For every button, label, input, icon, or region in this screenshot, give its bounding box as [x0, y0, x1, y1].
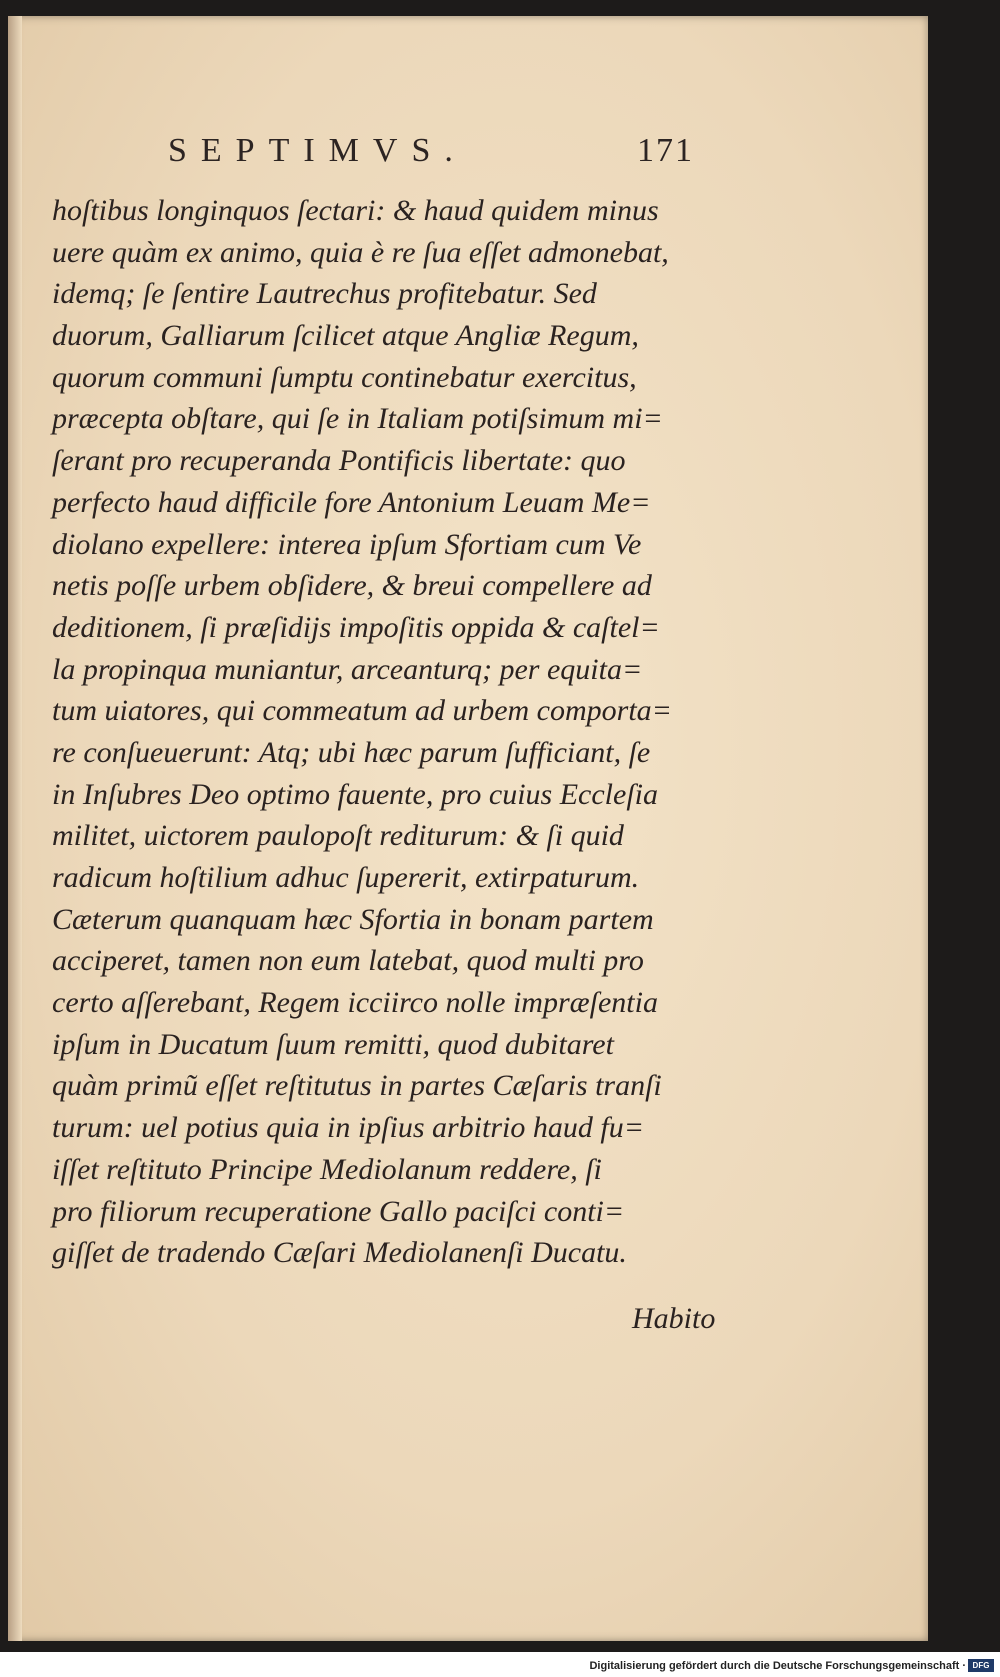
text-line: iſſet reſtituto Principe Mediolanum reddere, ſi	[52, 1152, 602, 1186]
text-line: hoſtibus longinquos ſectari: & haud quidem minus	[52, 194, 659, 227]
text-line: duorum, Galliarum ſcilicet atque Angliæ Regum,	[52, 319, 639, 353]
text-line: diolano expellere: interea ipſum Sfortiam cum Ve	[52, 527, 642, 561]
text-line: in Inſubres Deo optimo fauente, pro cuius Eccleſia	[52, 777, 658, 811]
text-line: acciperet, tamen non eum latebat, quod multi pro	[52, 944, 644, 978]
catchword: Habito	[632, 1302, 716, 1335]
text-line: ſerant pro recuperanda Pontificis libertate: quo	[52, 444, 626, 478]
page-number: 171	[637, 132, 694, 169]
running-head: SEPTIMVS.	[168, 132, 467, 169]
text-line: perfecto haud difficile fore Antonium Leuam Me=	[52, 485, 651, 519]
dfg-logo: DFG	[968, 1659, 994, 1672]
text-line: re conſueuerunt: Atq; ubi hæc parum ſufficiant, ſe	[52, 735, 651, 769]
page-gutter-shadow	[8, 16, 22, 1641]
text-line: turum: uel potius quia in ipſius arbitrio haud fu=	[52, 1111, 644, 1145]
text-line: certo aſſerebant, Regem icciirco nolle impræſentia	[52, 986, 658, 1020]
text-line: pro filiorum recuperatione Gallo paciſci conti=	[52, 1194, 625, 1228]
text-line: militet, uictorem paulopoſt rediturum: & ſi quid	[52, 819, 624, 853]
text-line: quàm primũ eſſet reſtitutus in partes Cæſaris tranſi	[52, 1069, 662, 1103]
text-line: giſſet de tradendo Cæſari Mediolanenſi Ducatu.	[52, 1236, 627, 1270]
body-text	[52, 190, 732, 1274]
text-line: radicum hoſtilium adhuc ſupererit, extirpaturum.	[52, 861, 640, 894]
digitization-credit: Digitalisierung gefördert durch die Deutsche Forschungsgemeinschaft ·	[589, 1660, 966, 1672]
text-line: præcepta obſtare, qui ſe in Italiam potiſsimum mi=	[52, 402, 663, 436]
text-line: uere quàm ex animo, quia è re ſua eſſet admonebat,	[52, 235, 669, 269]
text-line: deditionem, ſi præſidijs impoſitis oppida & caſtel=	[52, 610, 660, 644]
text-line: netis poſſe urbem obſidere, & breui compellere ad	[52, 569, 652, 603]
text-line: Cæterum quanquam hæc Sfortia in bonam partem	[52, 902, 654, 936]
page-header	[168, 132, 728, 172]
text-line: tum uiatores, qui commeatum ad urbem comporta=	[52, 694, 672, 728]
text-line: quorum communi ſumptu continebatur exercitus,	[52, 360, 637, 394]
text-line: ipſum in Ducatum ſuum remitti, quod dubitaret	[52, 1027, 614, 1061]
text-line: la propinqua muniantur, arceanturq; per equita=	[52, 652, 643, 686]
text-line: idemq; ſe ſentire Lautrechus profitebatur. Sed	[52, 277, 597, 311]
